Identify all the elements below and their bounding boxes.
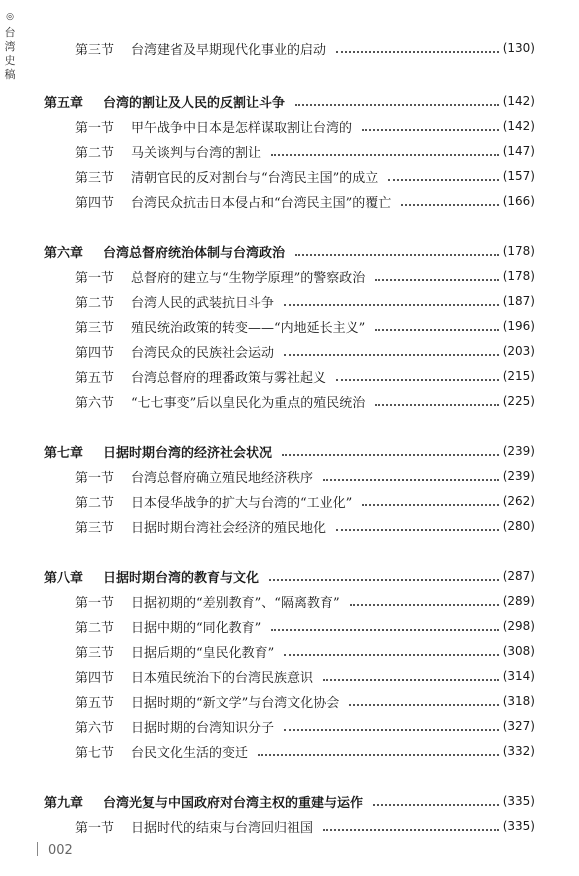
toc-entry-number: 第四节 [75,195,115,211]
toc-entry-number: 第四节 [75,670,115,686]
toc-entry-title: 日据时期的台湾知识分子 [131,720,275,736]
toc-entry-page: (332) [502,744,535,758]
toc-section-entry[interactable] [0,740,579,762]
toc-section-entry[interactable] [0,690,579,712]
toc-section-entry[interactable] [0,165,579,187]
toc-entry-title: “七七事变”后以皇民化为重点的殖民统治 [131,395,366,411]
toc-entry-page: (178) [502,244,535,258]
toc-section-entry[interactable] [0,665,579,687]
toc-chapter-entry[interactable] [0,240,579,262]
page-footer [37,842,73,858]
dot-leader [375,278,498,281]
toc-entry-title: 日据时期台湾社会经济的殖民地化 [131,520,327,536]
dot-leader [350,603,499,606]
toc-entry-title: 总督府的建立与“生物学原理”的警察政治 [131,270,366,286]
toc-entry-number: 第一节 [75,270,115,286]
dot-leader [375,403,498,406]
toc-section-entry[interactable] [0,115,579,137]
toc-section-entry[interactable] [0,140,579,162]
dot-leader [271,628,498,631]
toc-entry-page: (130) [502,41,535,55]
dot-leader [336,528,499,531]
toc-entry-title: 台民文化生活的变迁 [131,745,249,761]
toc-section-entry[interactable] [0,265,579,287]
toc-entry-number: 第二节 [75,295,115,311]
toc-entry-title: 台湾的割让及人民的反割让斗争 [103,95,286,111]
toc-section-entry[interactable] [0,340,579,362]
toc-entry-title: 日本殖民统治下的台湾民族意识 [131,670,314,686]
toc-entry-title: 台湾总督府的理番政策与雾社起义 [131,370,327,386]
dot-leader [269,578,499,581]
toc-entry-page: (289) [502,594,535,608]
toc-entry-number: 第二节 [75,145,115,161]
dot-leader [284,653,498,656]
dot-leader [362,128,499,131]
toc-entry-number: 第一节 [75,820,115,836]
dot-leader [323,678,499,681]
toc-entry-page: (203) [502,344,535,358]
toc-entry-number: 第三节 [75,42,115,58]
toc-entry-page: (287) [502,569,535,583]
dot-leader [336,50,499,53]
toc-section-entry[interactable] [0,615,579,637]
toc-section-entry[interactable] [0,815,579,837]
dot-leader [258,753,499,756]
toc-entry-number: 第五节 [75,370,115,386]
toc-chapter-entry[interactable] [0,790,579,812]
toc-entry-number: 第一节 [75,120,115,136]
page-number: 002 [48,843,73,858]
toc-chapter-entry[interactable] [0,440,579,462]
dot-leader [373,803,499,806]
toc-entry-title: 清朝官民的反对割台与“台湾民主国”的成立 [131,170,379,186]
running-head-text: 台湾史稿 [4,26,16,81]
toc-section-entry[interactable] [0,190,579,212]
toc-entry-title: 甲午战争中日本是怎样谋取割让台湾的 [131,120,353,136]
toc-entry-number: 第六章 [44,245,84,261]
dot-leader [282,453,499,456]
toc-entry-number: 第六节 [75,720,115,736]
toc-section-entry[interactable] [0,465,579,487]
toc-entry-title: 日据时期台湾的教育与文化 [103,570,260,586]
toc-entry-page: (225) [502,394,535,408]
toc-entry-title: 台湾建省及早期现代化事业的启动 [131,42,327,58]
toc-entry-page: (178) [502,269,535,283]
dot-leader [284,353,499,356]
dot-leader [323,828,499,831]
toc-entry-page: (142) [502,94,535,108]
toc-entry-page: (166) [502,194,535,208]
toc-entry-number: 第五节 [75,695,115,711]
toc-entry-number: 第三节 [75,170,115,186]
dot-leader [295,253,499,256]
toc-entry-number: 第二节 [75,620,115,636]
toc-entry-page: (308) [502,644,535,658]
toc-entry-page: (215) [502,369,535,383]
toc-section-entry[interactable] [0,640,579,662]
toc-entry-page: (196) [502,319,535,333]
toc-entry-page: (147) [502,144,535,158]
dot-leader [284,303,499,306]
toc-entry-title: 日据中期的“同化教育” [131,620,262,636]
dot-leader [388,178,498,181]
toc-section-entry[interactable] [0,590,579,612]
dot-leader [284,728,499,731]
toc-section-entry[interactable] [0,315,579,337]
toc-entry-number: 第一节 [75,595,115,611]
toc-entry-page: (142) [502,119,535,133]
toc-entry-title: 台湾光复与中国政府对台湾主权的重建与运作 [103,795,364,811]
footer-rule [37,842,38,856]
toc-entry-title: 殖民统治政策的转变——“内地延长主义” [131,320,366,336]
dot-leader [271,153,499,156]
dot-leader [336,378,499,381]
toc-entry-page: (239) [502,444,535,458]
toc-entry-title: 台湾民众抗击日本侵占和“台湾民主国”的覆亡 [131,195,392,211]
toc-entry-number: 第四节 [75,345,115,361]
toc-entry-title: 台湾总督府统治体制与台湾政治 [103,245,286,261]
toc-entry-page: (280) [502,519,535,533]
toc-section-entry[interactable] [0,715,579,737]
toc-entry-number: 第一节 [75,470,115,486]
toc-entry-number: 第三节 [75,520,115,536]
toc-entry-number: 第三节 [75,645,115,661]
toc-entry-title: 日据初期的“差别教育”、“隔离教育” [131,595,340,611]
toc-section-entry[interactable] [0,290,579,312]
toc-entry-title: 日据时期的“新文学”与台湾文化协会 [131,695,340,711]
dot-leader [295,103,499,106]
toc-entry-page: (239) [502,469,535,483]
toc-entry-number: 第五章 [44,95,84,111]
dot-leader [375,328,498,331]
toc-entry-page: (335) [502,794,535,808]
toc-entry-page: (262) [502,494,535,508]
toc-chapter-entry[interactable] [0,90,579,112]
toc-entry-title: 马关谈判与台湾的割让 [131,145,262,161]
toc-section-entry[interactable] [0,490,579,512]
dot-leader [362,503,498,506]
toc-entry-page: (314) [502,669,535,683]
toc-section-entry[interactable] [0,365,579,387]
toc-entry-number: 第七章 [44,445,84,461]
dot-leader [323,478,499,481]
toc-entry-title: 台湾总督府确立殖民地经济秩序 [131,470,314,486]
toc-entry-title: 日本侵华战争的扩大与台湾的“工业化” [131,495,353,511]
dot-leader [349,703,498,706]
toc-entry-title: 日据后期的“皇民化教育” [131,645,275,661]
toc-section-entry[interactable] [0,390,579,412]
toc-entry-title: 台湾人民的武装抗日斗争 [131,295,275,311]
toc-entry-page: (298) [502,619,535,633]
toc-entry-number: 第七节 [75,745,115,761]
toc-entry-page: (187) [502,294,535,308]
toc-section-entry[interactable] [0,515,579,537]
toc-entry-page: (335) [502,819,535,833]
toc-entry-title: 日据时代的结束与台湾回归祖国 [131,820,314,836]
toc-entry-number: 第三节 [75,320,115,336]
dot-leader [401,203,498,206]
running-head-mark: ◎ [6,12,14,22]
toc-chapter-entry[interactable] [0,565,579,587]
toc-entry-page: (327) [502,719,535,733]
toc-entry-page: (157) [502,169,535,183]
toc-entry-number: 第九章 [44,795,84,811]
toc-entry-title: 台湾民众的民族社会运动 [131,345,275,361]
toc-entry-page: (318) [502,694,535,708]
toc-entry-number: 第六节 [75,395,115,411]
toc-entry-title: 日据时期台湾的经济社会状况 [103,445,273,461]
toc-entry-number: 第二节 [75,495,115,511]
toc-entry-number: 第八章 [44,570,84,586]
toc-section-entry[interactable] [0,37,579,59]
